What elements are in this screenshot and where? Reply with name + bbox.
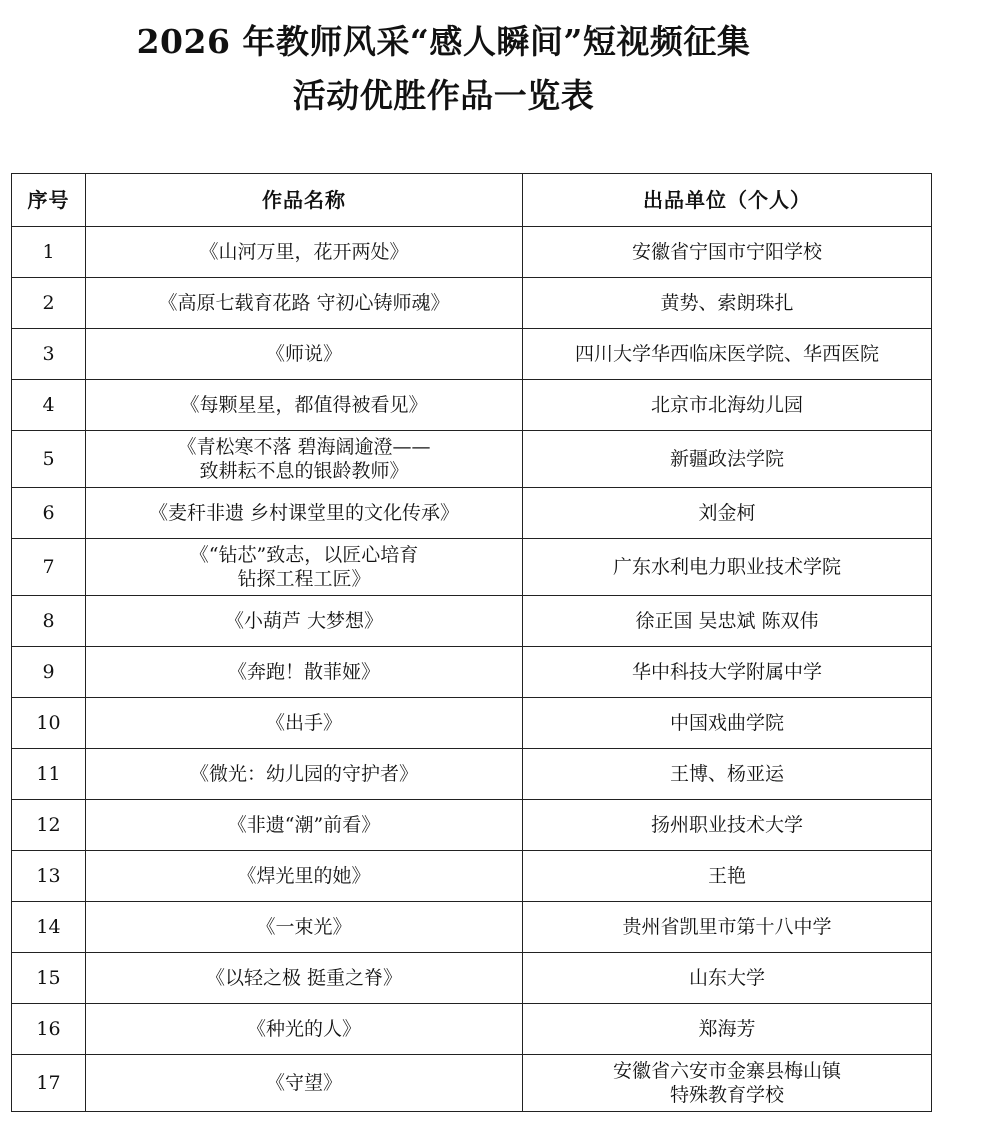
work-title-line: 钻探工程工匠》	[237, 568, 371, 590]
row-number: 11	[12, 749, 86, 800]
producer-unit-line: 徐正国 吴忠斌 陈双伟	[635, 610, 819, 632]
work-title-line: 《小葫芦 大梦想》	[224, 610, 384, 632]
work-title-line: 《青松寒不落 碧海阔逾澄——	[177, 436, 431, 458]
producer-unit-line: 郑海芳	[698, 1018, 756, 1040]
document-title-line-1: 2026 年教师风采“感人瞬间”短视频征集	[136, 22, 751, 61]
work-title-line: 《一束光》	[256, 916, 352, 938]
work-title-line: 致耕耘不息的银龄教师》	[199, 460, 409, 482]
producer-unit-line: 安徽省宁国市宁阳学校	[631, 241, 822, 263]
work-title-line: 《以轻之极 挺重之脊》	[205, 967, 403, 989]
work-title	[86, 902, 523, 953]
work-title-line: 《麦秆非遗 乡村课堂里的文化传承》	[148, 502, 460, 524]
row-number: 9	[12, 647, 86, 698]
work-title	[86, 431, 523, 488]
header-no: 序号	[12, 174, 86, 227]
work-title-line: 《山河万里，花开两处》	[199, 241, 409, 263]
producer-unit	[523, 380, 932, 431]
work-title-line: 《奔跑！散菲娅》	[227, 661, 380, 683]
producer-unit	[523, 647, 932, 698]
work-title	[86, 488, 523, 539]
work-title-line: 《师说》	[265, 343, 342, 365]
table-row	[12, 1055, 932, 1112]
table-row	[12, 851, 932, 902]
row-number: 10	[12, 698, 86, 749]
work-title	[86, 227, 523, 278]
producer-unit-line: 新疆政法学院	[669, 448, 784, 470]
producer-unit-line: 广东水利电力职业技术学院	[612, 556, 841, 578]
producer-unit	[523, 1055, 932, 1112]
work-title-line: 《微光：幼儿园的守护者》	[189, 763, 418, 785]
table-body	[12, 227, 932, 1112]
work-title	[86, 953, 523, 1004]
table-row	[12, 380, 932, 431]
row-number: 12	[12, 800, 86, 851]
row-number: 3	[12, 329, 86, 380]
work-title-line: 《每颗星星，都值得被看见》	[180, 394, 428, 416]
table-row	[12, 953, 932, 1004]
row-number: 4	[12, 380, 86, 431]
producer-unit	[523, 278, 932, 329]
row-number: 8	[12, 596, 86, 647]
work-title	[86, 851, 523, 902]
table-row	[12, 647, 932, 698]
work-title-line: 《高原七载育花路 守初心铸师魂》	[158, 292, 450, 314]
producer-unit-line: 华中科技大学附属中学	[631, 661, 822, 683]
table-row	[12, 539, 932, 596]
producer-unit-line: 贵州省凯里市第十八中学	[622, 916, 832, 938]
table-row	[12, 596, 932, 647]
producer-unit	[523, 953, 932, 1004]
header-title: 作品名称	[86, 174, 523, 227]
document-title-line-2: 活动优胜作品一览表	[292, 76, 595, 115]
row-number: 5	[12, 431, 86, 488]
producer-unit	[523, 749, 932, 800]
producer-unit-line: 安徽省六安市金寨县梅山镇	[612, 1060, 841, 1082]
table-row	[12, 749, 932, 800]
producer-unit	[523, 902, 932, 953]
row-number: 6	[12, 488, 86, 539]
table-row	[12, 329, 932, 380]
work-title-line: 《“钻芯”致志，以匠心培育	[189, 544, 419, 566]
table-row	[12, 488, 932, 539]
work-title	[86, 329, 523, 380]
producer-unit-line: 四川大学华西临床医学院、华西医院	[574, 343, 879, 365]
row-number: 16	[12, 1004, 86, 1055]
work-title	[86, 749, 523, 800]
producer-unit	[523, 800, 932, 851]
producer-unit	[523, 851, 932, 902]
header-unit: 出品单位（个人）	[523, 174, 932, 227]
producer-unit	[523, 431, 932, 488]
producer-unit-line: 中国戏曲学院	[669, 712, 784, 734]
work-title	[86, 539, 523, 596]
row-number: 15	[12, 953, 86, 1004]
work-title-line: 《守望》	[265, 1072, 342, 1094]
row-number: 13	[12, 851, 86, 902]
table-row	[12, 278, 932, 329]
table-row	[12, 431, 932, 488]
producer-unit	[523, 698, 932, 749]
producer-unit	[523, 227, 932, 278]
work-title	[86, 647, 523, 698]
work-title-line: 《非遗“潮”前看》	[227, 814, 381, 836]
work-title	[86, 698, 523, 749]
work-title	[86, 1055, 523, 1112]
table-row	[12, 1004, 932, 1055]
work-title-line: 《种光的人》	[246, 1018, 361, 1040]
table-header-row	[12, 174, 932, 227]
row-number: 2	[12, 278, 86, 329]
producer-unit-line: 北京市北海幼儿园	[650, 394, 803, 416]
row-number: 17	[12, 1055, 86, 1112]
producer-unit	[523, 596, 932, 647]
table-row	[12, 800, 932, 851]
work-title	[86, 1004, 523, 1055]
producer-unit-line: 黄势、索朗珠扎	[660, 292, 794, 314]
producer-unit	[523, 329, 932, 380]
producer-unit	[523, 1004, 932, 1055]
work-title-line: 《焊光里的她》	[237, 865, 371, 887]
work-title	[86, 380, 523, 431]
producer-unit-line: 山东大学	[688, 967, 765, 989]
producer-unit-line: 王博、杨亚运	[669, 763, 784, 785]
row-number: 7	[12, 539, 86, 596]
work-title	[86, 278, 523, 329]
table-row	[12, 902, 932, 953]
producer-unit-line: 王艳	[707, 865, 746, 887]
row-number: 1	[12, 227, 86, 278]
work-title	[86, 800, 523, 851]
producer-unit	[523, 488, 932, 539]
producer-unit	[523, 539, 932, 596]
winners-table	[11, 173, 932, 1112]
producer-unit-line: 刘金柯	[698, 502, 756, 524]
table-row	[12, 227, 932, 278]
work-title	[86, 596, 523, 647]
producer-unit-line: 扬州职业技术大学	[650, 814, 803, 836]
table-row	[12, 698, 932, 749]
producer-unit-line: 特殊教育学校	[669, 1084, 784, 1106]
row-number: 14	[12, 902, 86, 953]
work-title-line: 《出手》	[265, 712, 342, 734]
